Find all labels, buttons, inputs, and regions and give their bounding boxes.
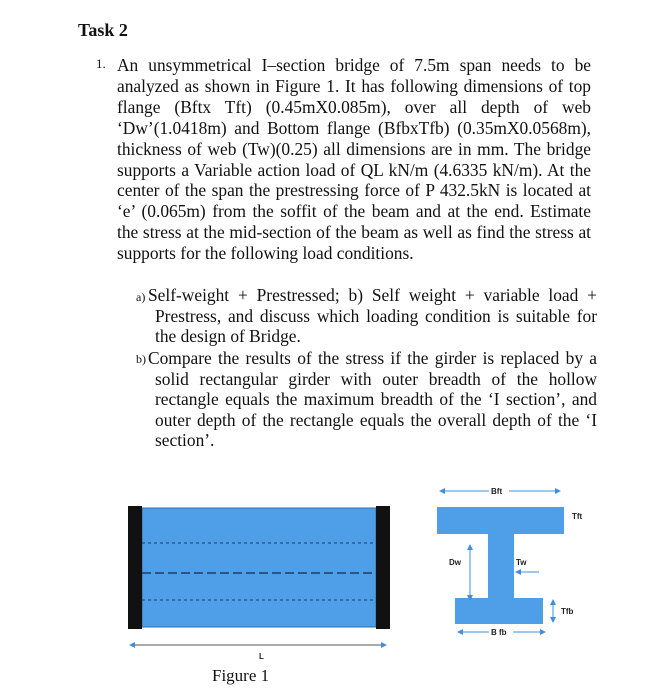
bottom-flange <box>455 598 543 624</box>
bfb-label: B fb <box>491 628 507 637</box>
span-label: L <box>259 652 264 661</box>
bft-label: Bft <box>491 487 503 496</box>
figure-caption: Figure 1 <box>212 666 270 685</box>
top-flange <box>437 507 564 534</box>
part-b-text: Compare the results of the stress if the girder is replaced by a solid rectangular girder with outer breadth of the hollow rectangle equals the maximum breadth of the ‘I section’, and outer depth of the rectangle equals the overall depth of the ‘I section’. <box>148 348 597 451</box>
left-support <box>128 506 142 629</box>
i-section <box>437 486 583 637</box>
web <box>488 534 514 598</box>
beam-elevation <box>128 506 390 661</box>
tft-label: Tft <box>572 512 583 521</box>
tw-label: Tw <box>516 558 527 567</box>
part-a-label: a) <box>136 290 146 304</box>
task-title: Task 2 <box>78 20 128 40</box>
question-text: An unsymmetrical I–section bridge of 7.5m span needs to be analyzed as shown in Figure 1. It has following dimensions of top flange (Bftx Tft) (0.45mX0.085m), over all depth of web ‘Dw’(1.0418m) and Bottom flange (BfbxTfb) (0.35mX0.0568m), thickness of web (Tw)(0.25) all dimensions are in mm. The bridge supports a Variable action load of QL kN/m (4.6335 kN/m). At the center of the span the prestressing force of P 432.5kN is located at ‘e’ (0.065m) from the soffit of the beam and at the end. Estimate the stress at the mid-section of the beam as well as find the stress at supports for the following load conditions. <box>117 55 591 264</box>
question-number: 1. <box>96 56 106 71</box>
right-support <box>376 506 390 629</box>
beam-body <box>142 508 376 627</box>
dw-label: Dw <box>449 558 461 567</box>
part-a-text: Self-weight + Prestressed; b) Self weight + variable load + Prestress, and discuss which loading condition is suitable for the design of Bridge. <box>148 285 597 347</box>
part-b-label: b) <box>136 352 146 366</box>
tfb-label: Tfb <box>561 607 574 616</box>
